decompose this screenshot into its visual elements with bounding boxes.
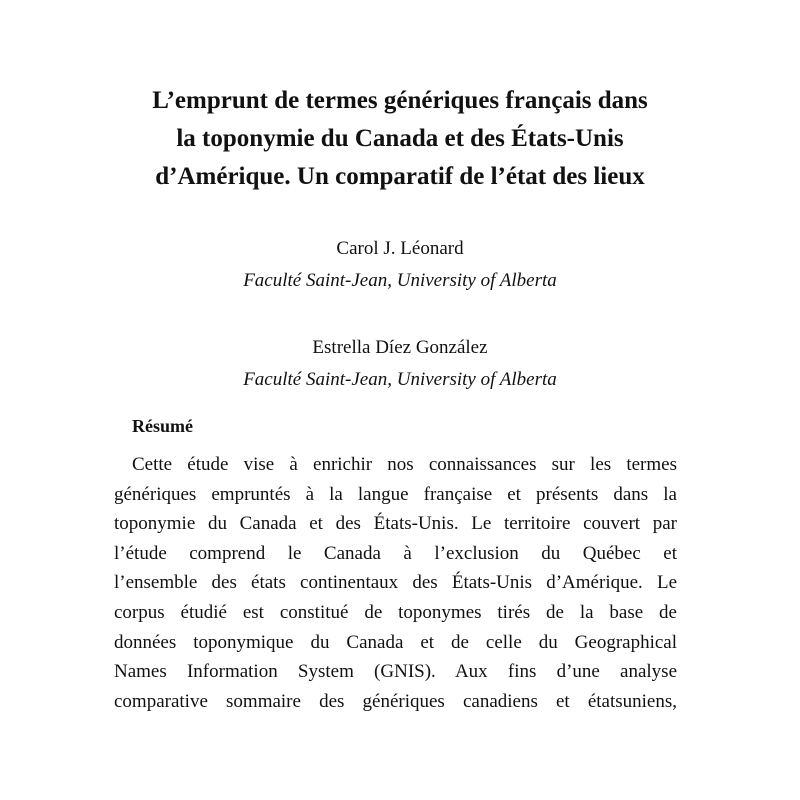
author-block	[0, 233, 800, 297]
author-name: Estrella Díez González	[312, 337, 488, 358]
abstract-line: génériques empruntés à la langue française et présents dans la	[114, 483, 677, 505]
title-line: d’Amérique. Un comparatif de l’état des lieux	[155, 163, 645, 190]
title-line: la toponymie du Canada et des États-Unis	[176, 125, 624, 152]
author-block	[0, 332, 800, 396]
abstract-line: comparative sommaire des génériques canadiens et étatsuniens,	[114, 690, 677, 712]
author-affiliation: Faculté Saint-Jean, University of Alberta	[243, 270, 557, 291]
author-affiliation: Faculté Saint-Jean, University of Alberta	[243, 369, 557, 390]
title-line: L’emprunt de termes génériques français dans	[152, 87, 648, 114]
abstract-line: l’étude comprend le Canada à l’exclusion du Québec et	[114, 542, 677, 564]
abstract-line: corpus étudié est constitué de toponymes tirés de la base de	[114, 601, 677, 623]
author-name: Carol J. Léonard	[336, 238, 464, 259]
abstract-line: l’ensemble des états continentaux des États-Unis d’Amérique. Le	[114, 572, 677, 594]
abstract-line: Names Information System (GNIS). Aux fins d’une analyse	[114, 661, 677, 683]
abstract-line: données toponymique du Canada et de celle du Geographical	[114, 631, 677, 653]
abstract-body	[114, 450, 677, 716]
paper-title	[90, 82, 710, 196]
abstract-line: toponymie du Canada et des États-Unis. Le territoire couvert par	[114, 513, 677, 535]
abstract-line: Cette étude vise à enrichir nos connaissances sur les termes	[132, 454, 677, 475]
abstract-heading: Résumé	[132, 416, 193, 436]
